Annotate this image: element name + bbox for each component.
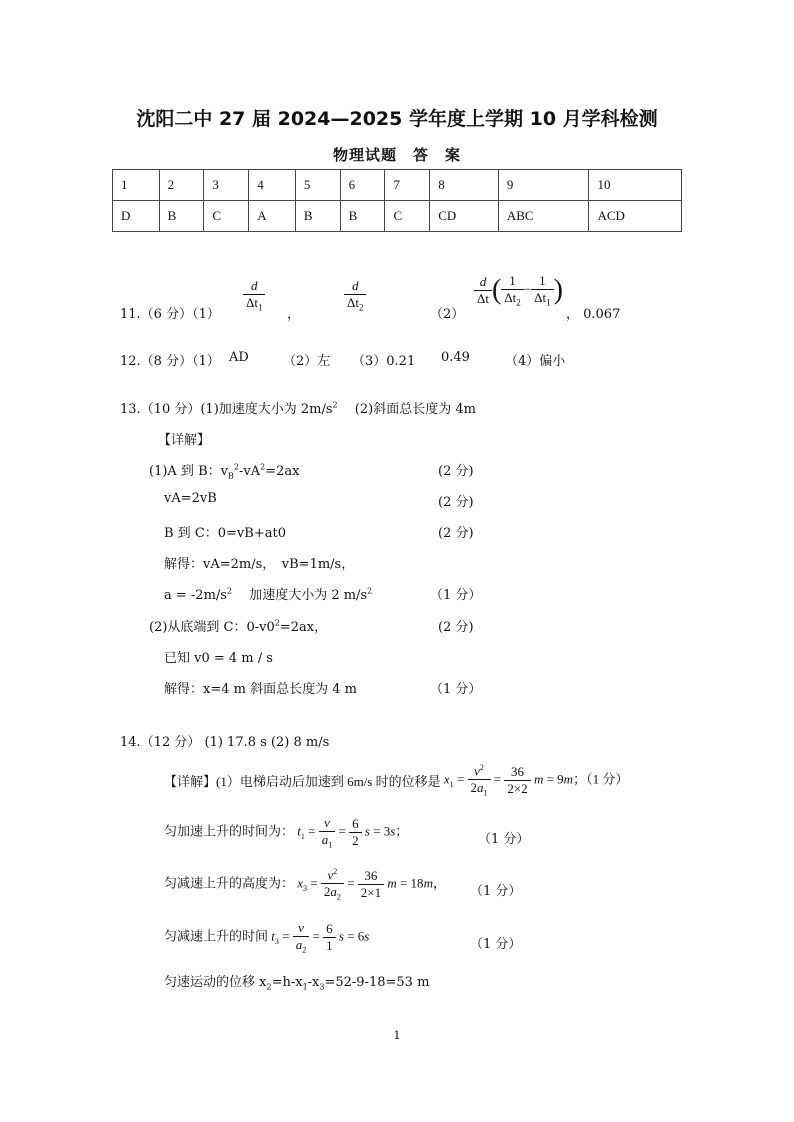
- q11-frac-2: $\frac{d}{\Delta t_2}$: [344, 278, 366, 313]
- question-number-cell: 7: [385, 170, 430, 201]
- q13-line-8: 解得：x=4 m 斜面总长度为 4 m: [164, 682, 357, 697]
- answer-table: [112, 169, 682, 232]
- question-number-cell: 4: [249, 170, 296, 201]
- q14-score-2: （1 分）: [478, 832, 530, 847]
- q13-score-3: (2 分): [438, 526, 474, 541]
- q12-answer-2: （2）左: [283, 354, 331, 369]
- q12-answer-4: （4）偏小: [505, 354, 566, 369]
- question-number-cell: 2: [159, 170, 204, 201]
- q14-line-4: 匀减速上升的时间 $t_3$ = $\frac{v}{a_2}$ = $\frac{6}{1}$ s = 6s: [164, 920, 370, 955]
- q12-answer-1: AD: [229, 350, 249, 365]
- answer-cell: B: [159, 201, 204, 232]
- q13-line-4: 解得：vA=2m/s， vB=1m/s，: [164, 557, 355, 572]
- q11-value: ， 0.067: [566, 307, 621, 322]
- answer-cell: B: [340, 201, 385, 232]
- q14-label: 14.（12 分） (1) 17.8 s (2) 8 m/s: [120, 735, 330, 750]
- q13-line-6: (2)从底端到 C：$0-v0^2=2ax$，: [149, 618, 328, 635]
- q14-line-5: 匀速运动的位移 $x_2=h-x_1-x_3=52-9-18=53$ m: [164, 975, 430, 992]
- q14-line-3: 匀减速上升的高度为： $x_3$ = $\frac{v^2}{2a_2}$ = $\frac{36}{2\times 1}$ m = 18m，: [164, 867, 446, 902]
- answer-cell: ABC: [498, 201, 589, 232]
- q12-answer-3b: 0.49: [441, 350, 470, 365]
- q14-score-4: （1 分）: [470, 937, 522, 952]
- q11-frac-1: $\frac{d}{\Delta t_1}$: [243, 278, 265, 313]
- q13-score-2: (2 分): [438, 495, 474, 510]
- q13-line-3: B 到 C：0=vB+at0: [164, 526, 286, 541]
- answer-cell: C: [385, 201, 430, 232]
- q11-comma: ，: [287, 307, 301, 322]
- q13-score-1: (2 分): [438, 464, 474, 479]
- q13-line-5: $a = -2m/s^2$ 加速度大小为 2 $m/s^2$: [164, 586, 373, 603]
- q13-score-5: （1 分）: [430, 588, 482, 603]
- answer-cell: C: [204, 201, 249, 232]
- table-row: [113, 170, 682, 201]
- question-number-cell: 10: [589, 170, 682, 201]
- table-row: [113, 201, 682, 232]
- answer-cell: D: [113, 201, 160, 232]
- q11-part2: （2）: [430, 307, 465, 322]
- q13-line-7: 已知 v0 = 4 m / s: [164, 651, 273, 666]
- answer-cell: ACD: [589, 201, 682, 232]
- q13-line-1: (1)A 到 B：$v_B^2-vA^2=2ax$: [149, 462, 300, 481]
- answer-cell: CD: [430, 201, 499, 232]
- q11-formula: $\frac{d}{\Delta t}$ ( $\frac{1}{\Delta t_2}$ − $\frac{1}{\Delta t_1}$ ): [474, 273, 563, 308]
- q14-score-3: （1 分）: [470, 884, 522, 899]
- q11-label: 11.（6 分）（1）: [120, 307, 220, 322]
- q12-answer-3: （3）0.21: [352, 354, 416, 369]
- q13-score-6: (2 分): [438, 620, 474, 635]
- q14-line-1: 【详解】(1）电梯启动后加速到 6m/s 时的位移是 $x_1$ = $\frac{v^2}{2a_1}$ = $\frac{36}{2\times 2}$ m = 9m；（1 分）: [164, 763, 629, 798]
- answer-cell: B: [295, 201, 340, 232]
- question-number-cell: 9: [498, 170, 589, 201]
- q12-label: 12.（8 分）（1）: [120, 354, 220, 369]
- q13-score-8: （1 分）: [430, 682, 482, 697]
- question-number-cell: 3: [204, 170, 249, 201]
- answer-cell: A: [249, 201, 296, 232]
- page-subtitle: 物理试题 答 案: [332, 146, 461, 164]
- question-number-cell: 5: [295, 170, 340, 201]
- question-number-cell: 1: [113, 170, 160, 201]
- page-title: 沈阳二中 27 届 2024—2025 学年度上学期 10 月学科检测: [136, 108, 658, 130]
- q13-label: 13.（10 分）(1)加速度大小为 $2m/s^2$ (2)斜面总长度为 4m: [120, 400, 476, 417]
- q13-line-2: vA=2vB: [164, 491, 217, 506]
- page-number: 1: [393, 1029, 401, 1042]
- q14-line-2: 匀加速上升的时间为： $t_1$ = $\frac{v}{a_1}$ = $\frac{6}{2}$ s = 3s；: [164, 815, 409, 850]
- q13-detail-heading: 【详解】: [158, 433, 211, 448]
- question-number-cell: 6: [340, 170, 385, 201]
- question-number-cell: 8: [430, 170, 499, 201]
